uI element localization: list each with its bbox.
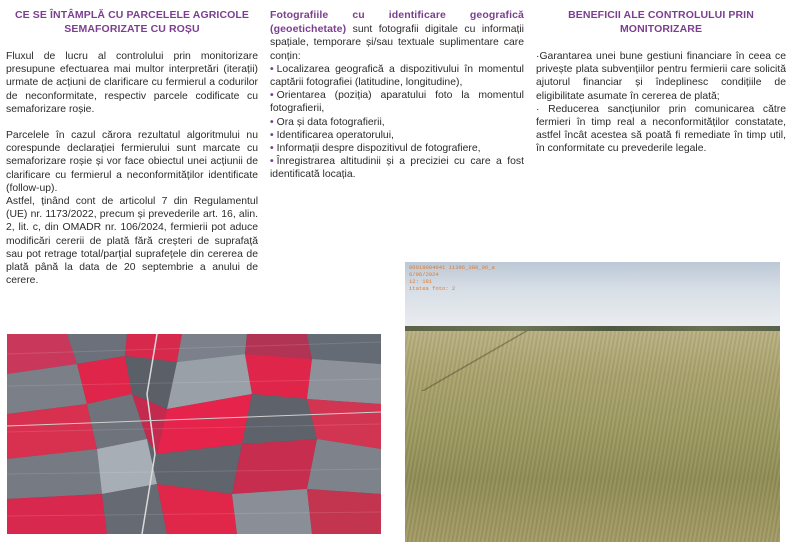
column-monitoring-benefits: [536, 8, 786, 156]
bullet-icon: •: [270, 90, 274, 102]
heading-red-parcels: CE SE ÎNTÂMPLĂ CU PARCELELE AGRICOLE SEMAFORIZATE CU ROȘU: [14, 9, 250, 35]
geotagged-intro-block: [270, 8, 524, 63]
list-item: • Orientarea (poziția) aparatului foto la momentul fotografierii,: [270, 90, 524, 115]
photo-field: [405, 331, 780, 542]
column-geotagged-photos: [270, 8, 524, 182]
geotagged-intro-text: sunt fotografii digitale cu informații spațiale, temporare și/sau textuale suplimentare care conțin:: [270, 24, 524, 62]
column-red-parcels: [6, 8, 258, 287]
overlay-line: 6/06/2024: [409, 271, 439, 278]
heading-geotagged-photos: Fotografiile cu identificare geografică (geoetichetate): [270, 9, 524, 36]
overlay-line: itatea foto: 2: [409, 285, 456, 292]
list-item: • Ora și data fotografierii,: [270, 116, 385, 128]
list-item: • Localizarea geografică a dispozitivului în momentul captării fotografiei (latitudine, longitudine),: [270, 63, 524, 89]
paragraph-workflow: Fluxul de lucru al controlului prin monitorizare presupune efectuarea mai multor interpretări (iterații) urmate de acțiuni de clarificare cu fermierul a codurilor de neconformitate, respectiv parcele codificate cu semaforizare roșie.: [6, 51, 258, 115]
satellite-image: [7, 334, 381, 534]
bullet-icon: •: [270, 156, 274, 168]
list-item: • Înregistrarea altitudinii și a preciziei cu care a fost identificată locația.: [270, 156, 524, 181]
photo-geotag-overlay: [409, 264, 495, 292]
paragraph-sanction-reduction: · Reducerea sancțiunilor prin comunicarea către fermieri în timp real a neconformităților constatate, astfel încât acestea să poată fi remediate în timp util, în conformitate cu prevederile legale.: [536, 103, 786, 155]
bullet-icon: •: [270, 129, 274, 141]
list-item: • Informații despre dispozitivul de fotografiere,: [270, 143, 481, 155]
paragraph-regulation: Astfel, ținând cont de articolul 7 din Regulamentul (UE) nr. 1173/2022, precum și prevederile art. 16, alin. 2, lit. c, din OMADR nr. 106/2024, fermierii pot aduce modificări cererii de plată fără creșteri de suprafață sau pot retrage total/parțial suprafețele din cererea de plată până la data de 20 septembrie a anului de cerere.: [6, 196, 258, 287]
paragraph-parcels: Parcelele în cazul cărora rezultatul algoritmului nu corespunde declarației fermierului sunt marcate cu semaforizare roșie și vor face obiectul unei acțiunii de clarificare cu fermierul a neconformităților identificate (follow-up).: [6, 130, 258, 194]
list-item: • Identificarea operatorului,: [270, 129, 394, 141]
bullet-icon: •: [270, 143, 274, 155]
bullet-icon: •: [270, 63, 274, 75]
heading-monitoring-benefits: BENEFICII ALE CONTROLULUI PRIN MONITORIZARE: [568, 9, 754, 35]
bullet-icon: •: [270, 116, 274, 128]
satellite-image-graphic: [7, 334, 381, 534]
overlay-line: 00018004041 11396_380_06_a: [409, 264, 495, 271]
overlay-line: 12: 181: [409, 278, 433, 285]
geotag-info-list: [270, 63, 524, 182]
paragraph-financial-management: ·Garantarea unei bune gestiuni financiare în ceea ce privește plata subvențiilor pentru fermierii care solicită ajutorul financiar și îndeplinesc condițiile de eligibilitate asumate în cererea de plată;: [536, 51, 786, 102]
wheat-field-photo: [405, 262, 780, 542]
